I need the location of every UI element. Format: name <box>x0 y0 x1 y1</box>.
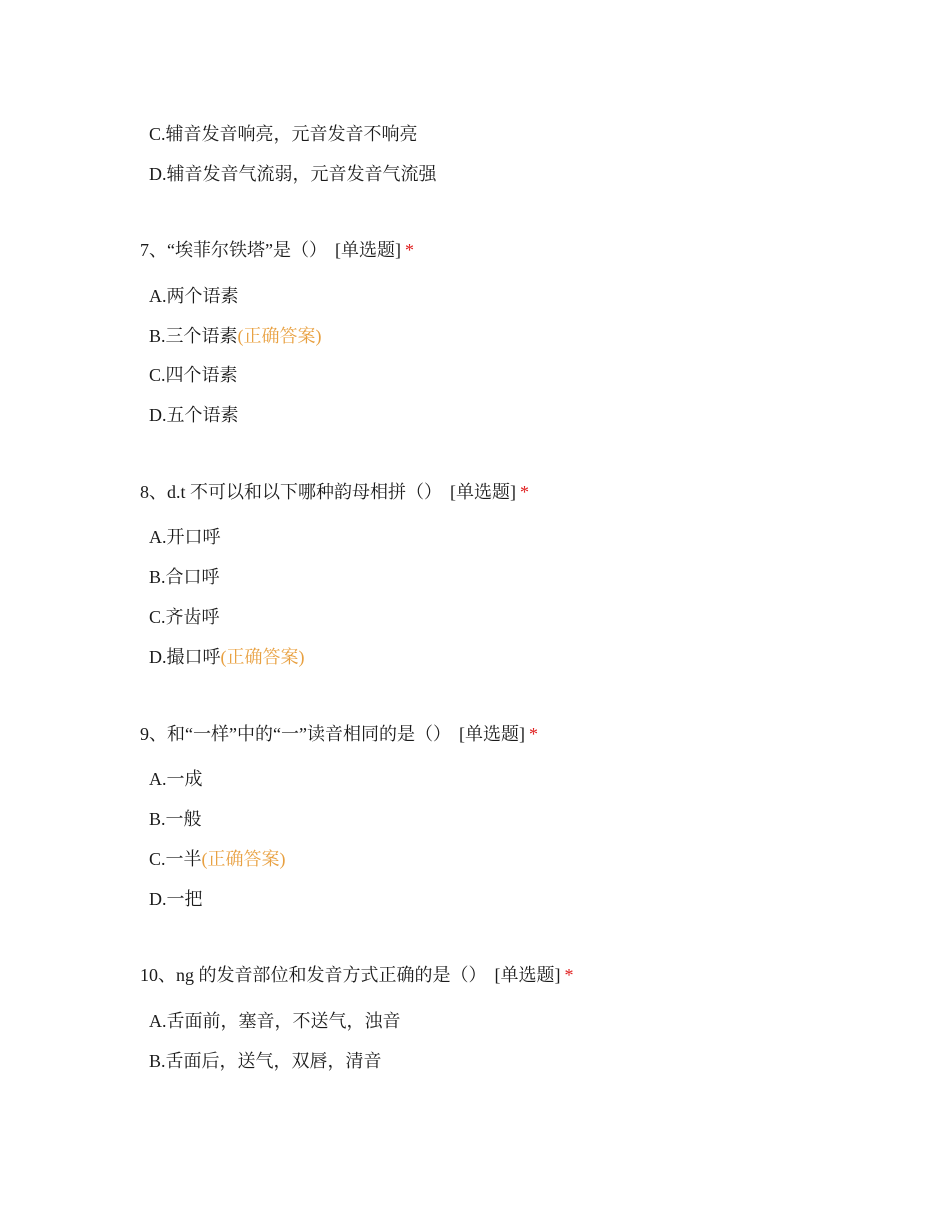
option-b <box>149 807 202 831</box>
option-letter: C. <box>149 365 166 385</box>
required-marker: * <box>404 240 414 260</box>
option-text: 撮口呼 <box>166 647 221 667</box>
required-marker: * <box>564 965 574 985</box>
option-letter: D. <box>149 405 167 425</box>
option-letter: D. <box>149 889 167 909</box>
option-letter: C. <box>149 607 166 627</box>
option-letter: B. <box>149 1051 166 1071</box>
option-letter: B. <box>149 809 166 829</box>
option-b <box>149 324 322 348</box>
option-a <box>149 1009 401 1033</box>
option-text: 一般 <box>165 809 202 829</box>
option-letter: B. <box>149 326 166 346</box>
question-7-title <box>140 238 414 262</box>
option-text: 合口呼 <box>165 567 220 587</box>
option-text: 开口呼 <box>166 527 221 547</box>
question-number: 10、 <box>140 965 176 985</box>
option-letter: A. <box>149 1011 167 1031</box>
option-b <box>149 1049 382 1073</box>
question-10-title <box>140 963 574 987</box>
option-d <box>149 887 203 911</box>
option-letter: D. <box>149 164 167 184</box>
question-type: [单选题] <box>458 724 525 744</box>
question-number: 8、 <box>140 482 167 502</box>
option-text: 辅音发音气流弱，元音发音气流强 <box>166 164 437 184</box>
correct-answer-tag: (正确答案) <box>220 647 305 667</box>
option-letter: B. <box>149 567 166 587</box>
option-a <box>149 284 239 308</box>
option-text: 四个语素 <box>165 365 238 385</box>
option-d <box>149 645 305 669</box>
question-text: d.t 不可以和以下哪种韵母相拼（） <box>167 482 442 502</box>
question-text: 和“一样”中的“一”读音相同的是（） <box>167 724 451 744</box>
question-number: 7、 <box>140 240 167 260</box>
option-letter: C. <box>149 124 166 144</box>
option-letter: D. <box>149 647 167 667</box>
option-text: 齐齿呼 <box>165 607 220 627</box>
option-d <box>149 162 437 186</box>
question-text: “埃菲尔铁塔”是（） <box>167 240 327 260</box>
correct-answer-tag: (正确答案) <box>201 849 286 869</box>
option-a <box>149 767 203 791</box>
option-text: 一把 <box>166 889 203 909</box>
question-text: ng 的发音部位和发音方式正确的是（） <box>176 965 487 985</box>
option-text: 舌面后，送气，双唇，清音 <box>165 1051 382 1071</box>
option-b <box>149 565 220 589</box>
question-9-title <box>140 722 538 746</box>
option-c <box>149 605 220 629</box>
question-type: [单选题] <box>334 240 401 260</box>
option-text: 两个语素 <box>166 286 239 306</box>
option-text: 五个语素 <box>166 405 239 425</box>
option-text: 一成 <box>166 769 203 789</box>
option-text: 三个语素 <box>165 326 238 346</box>
correct-answer-tag: (正确答案) <box>237 326 322 346</box>
question-number: 9、 <box>140 724 167 744</box>
option-letter: A. <box>149 769 167 789</box>
required-marker: * <box>528 724 538 744</box>
question-type: [单选题] <box>450 482 516 502</box>
option-d <box>149 403 239 427</box>
option-text: 辅音发音响亮，元音发音不响亮 <box>165 124 418 144</box>
question-8-title <box>140 480 529 504</box>
question-type: [单选题] <box>494 965 561 985</box>
option-letter: A. <box>149 527 167 547</box>
option-letter: C. <box>149 849 166 869</box>
required-marker: * <box>520 482 529 502</box>
option-c <box>149 847 286 871</box>
option-letter: A. <box>149 286 167 306</box>
option-c <box>149 363 238 387</box>
option-a <box>149 525 221 549</box>
option-c <box>149 122 418 146</box>
option-text: 舌面前，塞音，不送气，浊音 <box>166 1011 401 1031</box>
option-text: 一半 <box>165 849 202 869</box>
